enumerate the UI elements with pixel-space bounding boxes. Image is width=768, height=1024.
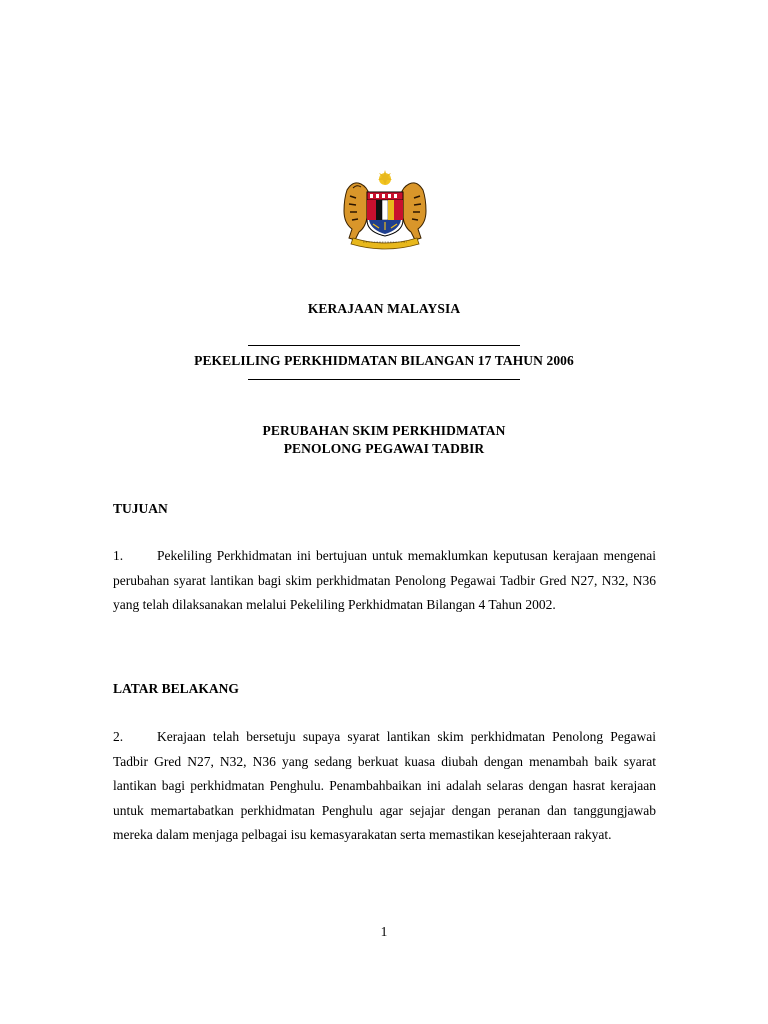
coat-of-arms-icon [339, 170, 431, 252]
page-number: 1 [380, 924, 388, 939]
paragraph-1 [113, 544, 656, 618]
document-title-line1: PERUBAHAN SKIM PERKHIDMATAN [262, 423, 506, 438]
top-rule [248, 345, 520, 346]
paragraph-number: 1. [113, 548, 124, 563]
bottom-rule [248, 379, 520, 380]
document-title-line2: PENOLONG PEGAWAI TADBIR [283, 441, 485, 456]
paragraph-number: 2. [113, 729, 124, 744]
org-name: KERAJAAN MALAYSIA [307, 301, 461, 316]
section-heading-tujuan: TUJUAN [113, 501, 168, 516]
circular-title: PEKELILING PERKHIDMATAN BILANGAN 17 TAHUN 2006 [194, 353, 574, 368]
paragraph-text: Kerajaan telah bersetuju supaya syarat lantikan skim perkhidmatan Penolong Pegawai Tadbir Gred N27, N32, N36 yang sedang berkuat kuasa diubah dengan menambah baik syarat lantikan bagi perkhidmatan Penghulu. Penambahbaikan ini adalah selaras dengan hasrat kerajaan untuk memartabatkan perkhidmatan Penghulu agar sejajar dengan peranan dan tanggungjawab mereka dalam menjaga pelbagai isu kemasyarakatan serta memastikan kesejahteraan rakyat. [113, 729, 656, 843]
section-heading-latar-belakang: LATAR BELAKANG [113, 681, 239, 696]
paragraph-2 [113, 725, 656, 848]
paragraph-text: Pekeliling Perkhidmatan ini bertujuan untuk memaklumkan keputusan kerajaan mengenai perubahan syarat lantikan bagi skim perkhidmatan Penolong Pegawai Tadbir Gred N27, N32, N36 yang telah dilaksanakan melalui Pekeliling Perkhidmatan Bilangan 4 Tahun 2002. [113, 548, 656, 613]
